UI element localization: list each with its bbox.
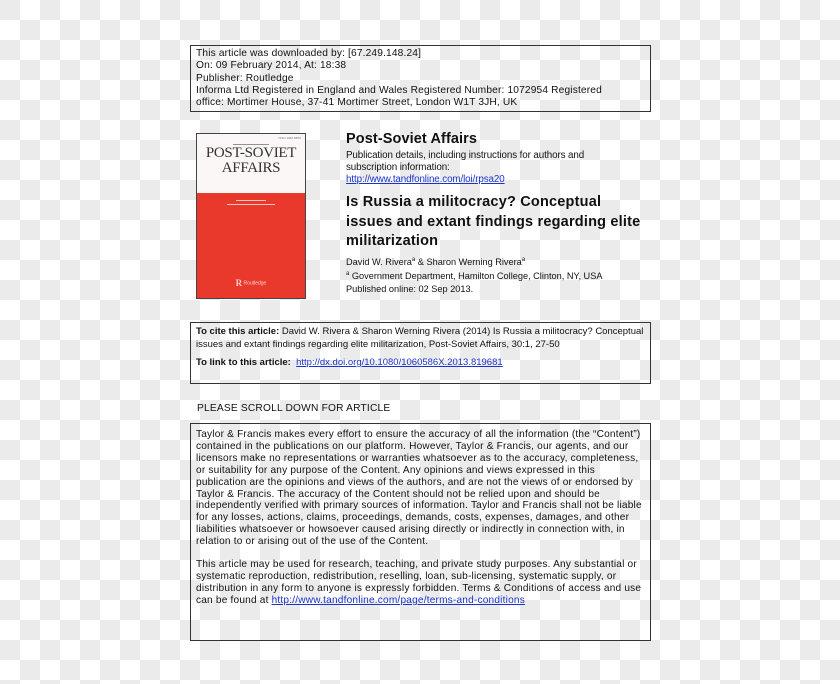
author-affiliation-block (346, 268, 646, 296)
publication-details-line1: Publication details, including instructions for authors and (346, 150, 585, 161)
disclaimer-paragraph-2 (196, 559, 645, 607)
disclaimer-box (190, 423, 651, 641)
journal-url-link[interactable]: http://www.tandfonline.com/loi/rpsa20 (346, 174, 505, 185)
cover-title-line1: POST-SOVIET (205, 145, 297, 161)
affiliation-mark: a (346, 271, 350, 277)
article-authors (346, 254, 646, 268)
published-online: Published online: 02 Sep 2013. (346, 284, 474, 294)
affiliation-text: Government Department, Hamilton College, Clinton, NY, USA (349, 271, 603, 281)
download-line-publisher: Publisher: Routledge (196, 72, 294, 84)
cover-header (197, 134, 305, 193)
download-line-ip: This article was downloaded by: [67.249.148.24] (196, 48, 422, 59)
cite-text: David W. Rivera & Sharon Werning Rivera (2014) Is Russia a militocracy? Conceptual issues and extant findings regarding elite militarization, Post-Soviet Affairs, 30:1, 27-50 (196, 326, 644, 350)
download-line-date: On: 09 February 2014, At: 18:38 (196, 60, 347, 72)
cite-label: To cite this article: (196, 326, 280, 337)
cover-title (197, 146, 305, 176)
publication-details (346, 150, 646, 186)
terms-conditions-link[interactable]: http://www.tandfonline.com/page/terms-and-conditions (271, 594, 525, 606)
author-2-affiliation-mark: a (521, 257, 526, 263)
affiliation (346, 268, 646, 283)
routledge-logo-icon: R Routledge (235, 278, 267, 288)
author-1: David W. Rivera (346, 257, 412, 267)
author-1-affiliation-mark: a (411, 257, 416, 263)
download-line-office: office: Mortimer House, 37-41 Mortimer Street, London W1T 3JH, UK (196, 97, 518, 109)
publication-details-line2: subscription information: (346, 162, 450, 173)
disclaimer-paragraph-1: Taylor & Francis makes every effort to ensure the accuracy of all the information (the “Content”) contained in the publications on our platform. However, Taylor & Francis, our agents, and our licensors make no representations or warranties whatsoever as to the accuracy, completeness, or suitability for any purpose of the Content. Any opinions and views expressed in this publication are the opinions and views of the authors, and are not the views of or endorsed by Taylor & Francis. The accuracy of the Content should not be relied upon and should be independently verified with primary sources of information. Taylor and Francis shall not be liable for any losses, actions, claims, proceedings, demands, costs, expenses, damages, and other liabilities whatsoever or howsoever caused arising directly or indirectly in connection with, in relation to or arising out of the use of the Content. (196, 429, 642, 548)
cover-tagline: ▬▬▬▬▬▬▬▬▬▬ ▬▬▬▬▬▬▬▬▬▬▬▬▬▬▬▬ (227, 198, 275, 206)
disclaimer-paragraph-2-text: This article may be used for research, teaching, and private study purposes. Any substantial or systematic reproduction, redistribution, reselling, loan, sub-licensing, systematic supply, or distribution in any form to anyone is expressly forbidden. Terms & Conditions of access and use can be found at (196, 559, 642, 606)
author-separator: & (415, 257, 427, 267)
link-line (196, 357, 645, 370)
author-2: Sharon Werning Rivera (426, 257, 522, 267)
scroll-down-note: PLEASE SCROLL DOWN FOR ARTICLE (197, 403, 391, 414)
download-line-registration: Informa Ltd Registered in England and Wales Registered Number: 1072954 Registered (196, 84, 602, 96)
article-title: Is Russia a militocracy? Conceptual issues and extant findings regarding elite militarization (346, 194, 641, 249)
cover-subtitle-line: ▬▬▬▬▬▬▬▬▬▬▬▬ (233, 142, 269, 146)
journal-info (346, 131, 646, 186)
cite-line (196, 326, 645, 351)
link-label: To link to this article: (196, 357, 291, 368)
doi-link[interactable]: http://dx.doi.org/10.1080/1060586X.2013.819681 (296, 357, 503, 368)
journal-cover-image (196, 133, 306, 299)
journal-name: Post-Soviet Affairs (346, 131, 478, 147)
download-info-box (190, 45, 651, 112)
cover-title-line2: AFFAIRS (221, 160, 281, 176)
citation-box (190, 322, 651, 384)
cover-publisher-name: Routledge (243, 280, 267, 287)
cover-issn: ISSN 1060-586X (278, 136, 301, 140)
